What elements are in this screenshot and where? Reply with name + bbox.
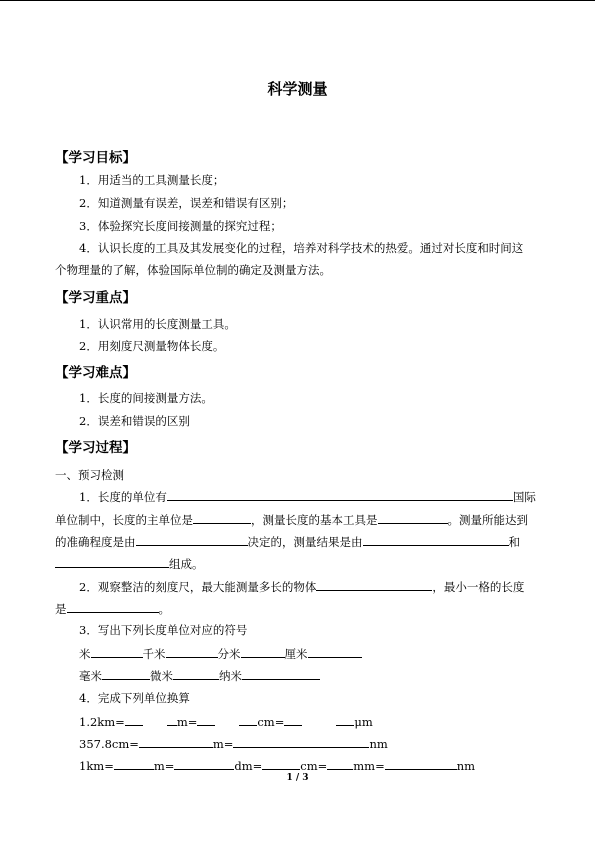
unit-weimi: 微米 bbox=[150, 669, 173, 683]
conv3-blank-a[interactable] bbox=[114, 757, 154, 770]
conv1-blank-d[interactable] bbox=[239, 713, 257, 726]
q1-text-e: 。测量所能达到 bbox=[447, 513, 528, 527]
q1-blank-main-unit[interactable] bbox=[193, 511, 251, 524]
question-3-row-1 bbox=[79, 645, 362, 662]
page-number: 1 / 3 bbox=[286, 773, 309, 783]
question-1-line-1 bbox=[79, 488, 536, 505]
blank-fenmi[interactable] bbox=[241, 645, 285, 658]
keypoint-item-1: 1．认识常用的长度测量工具。 bbox=[79, 317, 236, 331]
section-preview-check: 一、预习检测 bbox=[55, 468, 124, 482]
conv3-blank-e[interactable] bbox=[385, 757, 457, 770]
conv1-blank-a[interactable] bbox=[125, 713, 143, 726]
conversion-row-1 bbox=[79, 713, 373, 730]
conv1-text-d: μm bbox=[354, 715, 373, 729]
q1-text-h: 和 bbox=[508, 535, 520, 549]
page-top-border bbox=[0, 0, 595, 1]
conv3-text-a: 1km= bbox=[79, 759, 114, 773]
q1-blank-tool[interactable] bbox=[378, 511, 448, 524]
conv1-blank-f[interactable] bbox=[336, 713, 354, 726]
q1-text-c: 单位制中，长度的主单位是 bbox=[55, 513, 193, 527]
conv1-text-c: cm= bbox=[257, 715, 285, 729]
blank-mi[interactable] bbox=[91, 645, 143, 658]
conv2-text-b: m= bbox=[212, 737, 234, 751]
question-3: 3．写出下列长度单位对应的符号 bbox=[79, 623, 248, 637]
q2-blank-max-length[interactable] bbox=[316, 578, 432, 591]
q2-text-c: 是 bbox=[55, 602, 67, 616]
q1-blank-units[interactable] bbox=[167, 488, 513, 501]
q2-text-d: 。 bbox=[158, 602, 170, 616]
conv1-blank-e[interactable] bbox=[284, 713, 302, 726]
q1-text-d: ，测量长度的基本工具是 bbox=[251, 513, 378, 527]
question-1-line-2 bbox=[55, 511, 528, 528]
conv1-blank-b[interactable] bbox=[167, 713, 177, 726]
conversion-row-2 bbox=[79, 735, 388, 752]
question-2-line-2 bbox=[55, 600, 170, 617]
conv3-blank-c[interactable] bbox=[262, 757, 300, 770]
conv2-text-a: 357.8cm= bbox=[79, 737, 139, 751]
blank-limi[interactable] bbox=[308, 645, 362, 658]
question-3-row-2 bbox=[79, 667, 320, 684]
goal-item-1: 1．用适当的工具测量长度； bbox=[79, 173, 225, 187]
conv1-text-a: 1.2km= bbox=[79, 715, 125, 729]
q1-blank-result-a[interactable] bbox=[363, 533, 509, 546]
difficulty-item-2: 2．误差和错误的区别 bbox=[79, 414, 190, 428]
difficulty-item-1: 1．长度的间接测量方法。 bbox=[79, 391, 213, 405]
q1-text-f: 的准确程度是由 bbox=[55, 535, 136, 549]
goal-item-3: 3．体验探究长度间接测量的探究过程； bbox=[79, 219, 282, 233]
q1-blank-result-b[interactable] bbox=[55, 555, 169, 568]
question-4: 4．完成下列单位换算 bbox=[79, 691, 190, 705]
question-2-line-1 bbox=[79, 578, 524, 595]
question-1-line-3 bbox=[55, 533, 520, 550]
goal-item-4-line-2: 个物理量的了解，体验国际单位制的确定及测量方法。 bbox=[55, 263, 331, 277]
blank-haomi[interactable] bbox=[102, 667, 150, 680]
conv3-blank-b[interactable] bbox=[174, 757, 234, 770]
q1-blank-precision[interactable] bbox=[136, 533, 248, 546]
conv3-text-f: nm bbox=[456, 759, 476, 773]
unit-qianmi: 千米 bbox=[142, 647, 166, 661]
blank-nami[interactable] bbox=[242, 667, 320, 680]
q1-text-b: 国际 bbox=[512, 490, 536, 504]
heading-goals: 【学习目标】 bbox=[55, 150, 136, 166]
conv1-blank-c[interactable] bbox=[197, 713, 215, 726]
heading-difficulties: 【学习难点】 bbox=[55, 365, 136, 381]
keypoint-item-2: 2．用刻度尺测量物体长度。 bbox=[79, 339, 225, 353]
unit-limi: 厘米 bbox=[284, 647, 308, 661]
conv3-text-d: cm= bbox=[300, 759, 328, 773]
q1-text-i: 组成。 bbox=[169, 557, 204, 571]
conv3-blank-d[interactable] bbox=[327, 757, 353, 770]
q2-text-b: ，最小一格的长度 bbox=[432, 580, 525, 594]
conv2-blank-b[interactable] bbox=[233, 735, 369, 748]
q2-blank-min-division[interactable] bbox=[67, 600, 159, 613]
heading-process: 【学习过程】 bbox=[55, 440, 136, 456]
unit-mi: 米 bbox=[79, 647, 91, 661]
conv2-blank-a[interactable] bbox=[139, 735, 213, 748]
unit-haomi: 毫米 bbox=[79, 669, 102, 683]
conv1-text-b: m= bbox=[176, 715, 198, 729]
question-1-line-4 bbox=[55, 555, 204, 572]
blank-qianmi[interactable] bbox=[166, 645, 218, 658]
q1-text-g: 决定的，测量结果是由 bbox=[247, 535, 363, 549]
goal-item-2: 2．知道测量有误差，误差和错误有区别； bbox=[79, 196, 294, 210]
q1-text-a: 1．长度的单位有 bbox=[79, 490, 167, 504]
q2-text-a: 2．观察整洁的刻度尺，最大能测量多长的物体 bbox=[79, 580, 317, 594]
heading-keypoints: 【学习重点】 bbox=[55, 290, 136, 306]
conv3-text-c: dm= bbox=[234, 759, 263, 773]
unit-nami: 纳米 bbox=[219, 669, 242, 683]
conv3-text-b: m= bbox=[153, 759, 175, 773]
unit-fenmi: 分米 bbox=[217, 647, 241, 661]
conversion-row-3 bbox=[79, 757, 475, 774]
page-title: 科学测量 bbox=[267, 80, 328, 98]
conv2-text-c: nm bbox=[369, 737, 388, 751]
goal-item-4-line-1: 4．认识长度的工具及其发展变化的过程，培养对科学技术的热爱。通过对长度和时间这 bbox=[79, 241, 524, 255]
blank-weimi[interactable] bbox=[173, 667, 219, 680]
conv3-text-e: mm= bbox=[353, 759, 385, 773]
